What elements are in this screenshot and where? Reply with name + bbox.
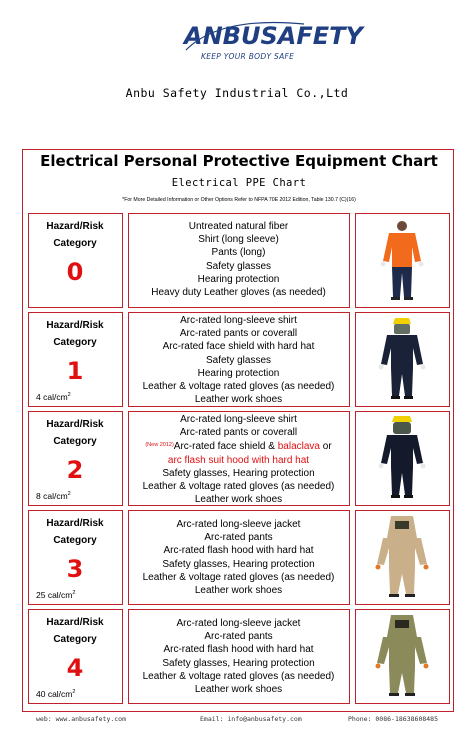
- hazard-label: Hazard/Risk: [46, 320, 104, 331]
- list-item: Hearing protection: [197, 273, 280, 285]
- footer-email: Email: info@anbusafety.com: [200, 715, 302, 723]
- worker-orange-shirt-image: [359, 217, 445, 303]
- category-number: 0: [66, 258, 84, 286]
- category-number: 2: [66, 456, 84, 484]
- category-row-0: [28, 213, 450, 308]
- category-row-1: [28, 312, 450, 407]
- logo-wordmark: ANBUSAFETY: [184, 22, 363, 50]
- category-number: 4: [66, 654, 84, 682]
- list-item: Safety glasses, Hearing protection: [162, 558, 315, 570]
- balaclava-text: balaclava: [277, 441, 320, 453]
- list-item: Arc-rated pants: [204, 532, 273, 544]
- list-item: Hearing protection: [197, 367, 280, 379]
- figure-cell: [355, 411, 450, 506]
- list-item: Leather work shoes: [194, 394, 283, 406]
- list-item: Arc-rated long-sleeve shirt: [180, 414, 297, 425]
- category-cell: [28, 312, 123, 407]
- cal-rating: 4 cal/$cm^2$: [36, 392, 71, 402]
- list-item: Leather & voltage rated gloves (as needed): [142, 670, 335, 682]
- list-item: Arc-rated flash hood with hard hat: [163, 644, 314, 656]
- hazard-label: Hazard/Risk: [46, 518, 104, 529]
- figure-cell: [355, 213, 450, 308]
- list-item: Arc-rated pants or coverall: [179, 328, 298, 340]
- list-item: Untreated natural fiber: [188, 221, 289, 232]
- list-item: Arc-rated face shield with hard hat: [162, 341, 315, 353]
- figure-cell: [355, 312, 450, 407]
- requirements-list: [129, 220, 348, 299]
- category-cell: [28, 411, 123, 506]
- list-item: Safety glasses: [205, 260, 272, 272]
- category-label: Category: [53, 238, 97, 249]
- list-item: Safety glasses, Hearing protection: [162, 657, 315, 669]
- category-number: 3: [66, 555, 84, 583]
- list-item: Arc-rated long-sleeve shirt: [180, 315, 297, 326]
- figure-cell: [355, 510, 450, 605]
- category-number: 1: [66, 357, 84, 385]
- worker-khaki-arc-suit-image: [359, 613, 445, 699]
- cal-rating: 40 cal/$cm^2$: [36, 689, 76, 699]
- list-item: Leather work shoes: [194, 585, 283, 597]
- requirements-list: [129, 314, 348, 406]
- list-item: Shirt (long sleeve): [198, 234, 279, 246]
- category-cell: [28, 609, 123, 704]
- chart-title: Electrical Personal Protective Equipment Chart: [40, 152, 438, 170]
- list-item: Leather & voltage rated gloves (as needed): [142, 571, 335, 583]
- new-2012-tag: (New 2012): [145, 442, 174, 449]
- chart-subtitle: Electrical PPE Chart: [171, 177, 307, 189]
- category-cell: [28, 510, 123, 605]
- list-item: Heavy duty Leather gloves (as needed): [151, 287, 326, 299]
- list-item: Arc-rated flash hood with hard hat: [163, 545, 314, 557]
- list-item: Leather & voltage rated gloves (as needed): [142, 381, 335, 393]
- category-label: Category: [53, 436, 97, 447]
- list-item: Leather work shoes: [194, 494, 283, 506]
- requirements-list: [129, 413, 348, 506]
- hazard-label: Hazard/Risk: [46, 221, 104, 232]
- list-item: Safety glasses: [205, 354, 272, 366]
- list-item: Arc-rated long-sleeve jacket: [176, 618, 301, 629]
- category-label: Category: [53, 535, 97, 546]
- company-name: Anbu Safety Industrial Co.,Ltd: [125, 86, 349, 100]
- footer-phone: Phone: 0086-18638608485: [348, 715, 439, 723]
- requirements-cell: [128, 510, 350, 605]
- category-label: Category: [53, 337, 97, 348]
- cal-rating: 25 cal/$cm^2$: [36, 590, 76, 600]
- category-row-4: [28, 609, 450, 704]
- list-item: Arc-rated long-sleeve jacket: [176, 519, 301, 530]
- category-cell: [28, 213, 123, 308]
- logo-tagline: KEEP YOUR BODY SAFE: [201, 52, 295, 61]
- requirements-cell: [128, 312, 350, 407]
- hazard-label: Hazard/Risk: [46, 617, 104, 628]
- ppe-chart: [22, 149, 454, 712]
- category-label: Category: [53, 634, 97, 645]
- list-item: Arc-rated pants: [204, 631, 273, 643]
- requirements-cell: [128, 411, 350, 506]
- worker-tan-arc-suit-image: [359, 514, 445, 600]
- requirements-cell: [128, 609, 350, 704]
- footer-web: web: www.anbusafety.com: [36, 715, 127, 723]
- requirements-cell: [128, 213, 350, 308]
- chart-note: *For More Detailed Information or Other Options Refer to NFPA 70E 2012 Edition, Table 130.7 (C)(16): [122, 197, 356, 203]
- category-row-3: [28, 510, 450, 605]
- worker-navy-coverall-balaclava-image: [359, 415, 445, 501]
- cal-rating: 8 cal/$cm^2$: [36, 491, 71, 501]
- list-item: Pants (long): [211, 247, 266, 259]
- worker-navy-coverall-face-shield-image: [359, 316, 445, 402]
- list-item: Arc-rated pants or coverall: [179, 427, 298, 439]
- list-item: Leather & voltage rated gloves (as needed): [142, 481, 335, 493]
- list-item: arc flash suit hood with hard hat: [167, 454, 310, 466]
- list-item: Safety glasses, Hearing protection: [162, 467, 315, 479]
- category-row-2: [28, 411, 450, 506]
- requirements-list: [129, 518, 348, 597]
- company-logo: [0, 18, 474, 70]
- requirements-list: [129, 617, 348, 696]
- list-item: Leather work shoes: [194, 684, 283, 696]
- hazard-label: Hazard/Risk: [46, 419, 104, 430]
- list-item: $^{(New 2012)}$Arc-rated face shield & balaclava or: [145, 441, 332, 453]
- figure-cell: [355, 609, 450, 704]
